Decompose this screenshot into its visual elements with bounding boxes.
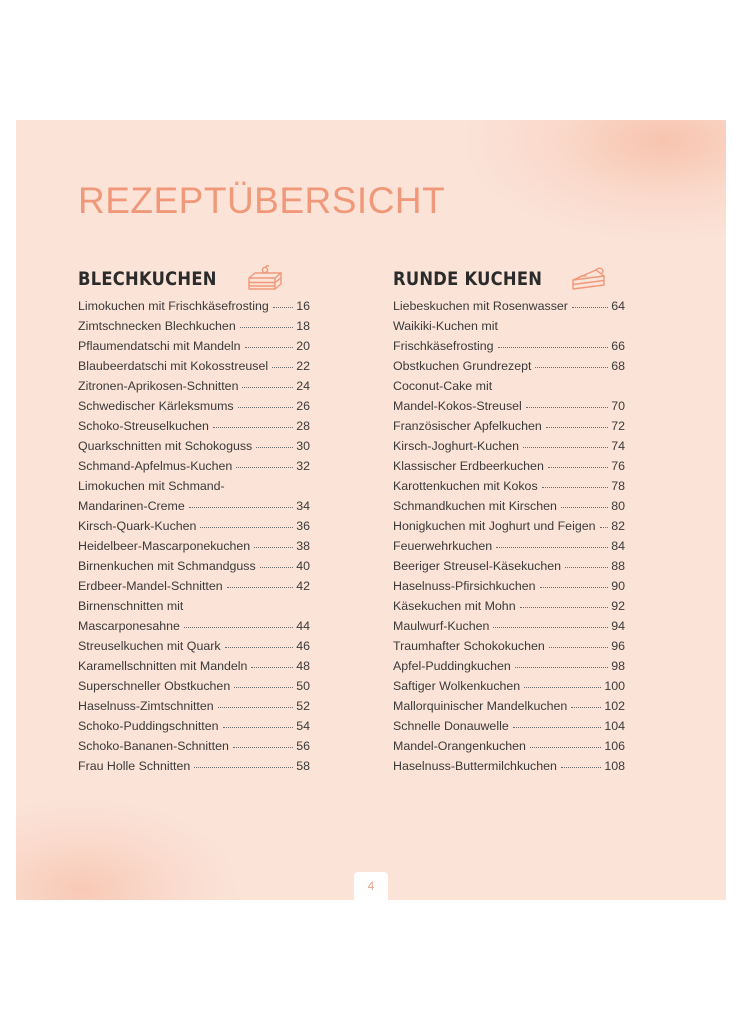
dot-leader <box>245 347 294 348</box>
page-ref: 48 <box>296 659 310 673</box>
toc-entry[interactable] <box>78 599 310 619</box>
toc-entry[interactable] <box>78 639 310 659</box>
page-ref: 42 <box>296 579 310 593</box>
toc-entry[interactable] <box>78 419 310 439</box>
page-ref: 34 <box>296 499 310 513</box>
dot-leader <box>233 747 293 748</box>
dot-leader <box>549 647 608 648</box>
toc-entry[interactable] <box>393 719 625 739</box>
recipe-list <box>78 299 310 779</box>
page-ref: 88 <box>611 559 625 573</box>
dot-leader <box>272 367 293 368</box>
page-ref: 98 <box>611 659 625 673</box>
recipe-name: Schnelle Donauwelle <box>393 719 509 733</box>
dot-leader <box>493 627 608 628</box>
dot-leader <box>254 547 293 548</box>
page-ref: 22 <box>296 359 310 373</box>
recipe-name: Schmand-Apfelmus-Kuchen <box>78 459 233 473</box>
page-ref: 100 <box>604 679 625 693</box>
toc-entry[interactable] <box>78 459 310 479</box>
toc-entry[interactable] <box>393 599 625 619</box>
recipe-name: Superschneller Obstkuchen <box>78 679 231 693</box>
dot-leader <box>513 727 602 728</box>
toc-entry[interactable] <box>393 639 625 659</box>
dot-leader <box>225 647 294 648</box>
recipe-name: Haselnuss-Buttermilchkuchen <box>393 759 557 773</box>
page-ref: 92 <box>611 599 625 613</box>
recipe-name: Limokuchen mit Schmand- <box>78 479 225 493</box>
toc-entry[interactable] <box>78 739 310 759</box>
recipe-name: Birnenkuchen mit Schmandguss <box>78 559 256 573</box>
recipe-name: Erdbeer-Mandel-Schnitten <box>78 579 223 593</box>
dot-leader <box>571 707 601 708</box>
toc-entry[interactable] <box>393 419 625 439</box>
toc-entry[interactable] <box>78 719 310 739</box>
page-ref: 38 <box>296 539 310 553</box>
section-heading: BLECHKUCHEN <box>78 268 217 290</box>
toc-entry[interactable] <box>393 519 625 539</box>
dot-leader <box>218 707 294 708</box>
dot-leader <box>561 767 601 768</box>
recipe-name: Kirsch-Joghurt-Kuchen <box>393 439 520 453</box>
recipe-name: Heidelbeer-Mascarponekuchen <box>78 539 251 553</box>
toc-entry[interactable] <box>78 559 310 579</box>
toc-entry[interactable] <box>393 359 625 379</box>
toc-entry[interactable] <box>393 699 625 719</box>
page-ref: 16 <box>296 299 310 313</box>
dot-leader <box>256 447 293 448</box>
recipe-name: Blaubeerdatschi mit Kokosstreusel <box>78 359 269 373</box>
toc-entry[interactable] <box>78 539 310 559</box>
toc-entry[interactable] <box>78 679 310 699</box>
page-ref: 68 <box>611 359 625 373</box>
toc-entry[interactable] <box>393 379 625 399</box>
recipe-name: Obstkuchen Grundrezept <box>393 359 532 373</box>
toc-entry[interactable] <box>78 759 310 779</box>
toc-entry[interactable] <box>78 299 310 319</box>
recipe-name: Mallorquinischer Mandelkuchen <box>393 699 568 713</box>
dot-leader <box>273 307 293 308</box>
dot-leader <box>236 467 293 468</box>
page-ref: 66 <box>611 339 625 353</box>
recipe-name: Haselnuss-Zimtschnitten <box>78 699 214 713</box>
recipe-name: Mascarponesahne <box>78 619 180 633</box>
page-ref: 94 <box>611 619 625 633</box>
dot-leader <box>546 427 608 428</box>
dot-leader <box>515 667 608 668</box>
recipe-name: Haselnuss-Pfirsichkuchen <box>393 579 536 593</box>
recipe-name: Coconut-Cake mit <box>393 379 493 393</box>
toc-entry[interactable] <box>78 619 310 639</box>
dot-leader <box>189 507 293 508</box>
recipe-list <box>393 299 625 779</box>
toc-entry[interactable] <box>78 359 310 379</box>
dot-leader <box>600 527 609 528</box>
page-ref: 40 <box>296 559 310 573</box>
sheet-cake-icon <box>241 265 285 293</box>
dot-leader <box>223 727 294 728</box>
toc-entry[interactable] <box>78 399 310 419</box>
toc-entry[interactable] <box>78 339 310 359</box>
toc-entry[interactable] <box>393 619 625 639</box>
dot-leader <box>561 507 608 508</box>
page-ref: 18 <box>296 319 310 333</box>
toc-entry[interactable] <box>393 399 625 419</box>
dot-leader <box>234 687 293 688</box>
toc-entry[interactable] <box>78 479 310 499</box>
dot-leader <box>540 587 609 588</box>
page-ref: 96 <box>611 639 625 653</box>
page-ref: 64 <box>611 299 625 313</box>
section-header <box>78 262 310 296</box>
recipe-name: Apfel-Puddingkuchen <box>393 659 511 673</box>
page-ref: 52 <box>296 699 310 713</box>
recipe-name: Zimtschnecken Blechkuchen <box>78 319 236 333</box>
recipe-name: Karottenkuchen mit Kokos <box>393 479 538 493</box>
recipe-name: Karamellschnitten mit Mandeln <box>78 659 248 673</box>
toc-entry[interactable] <box>78 499 310 519</box>
toc-entry[interactable] <box>78 659 310 679</box>
toc-entry[interactable] <box>393 539 625 559</box>
toc-entry[interactable] <box>78 319 310 339</box>
recipe-name: Maulwurf-Kuchen <box>393 619 490 633</box>
recipe-name: Käsekuchen mit Mohn <box>393 599 516 613</box>
dot-leader <box>496 547 608 548</box>
dot-leader <box>260 567 294 568</box>
page-ref: 78 <box>611 479 625 493</box>
page-ref: 54 <box>296 719 310 733</box>
page-ref: 28 <box>296 419 310 433</box>
recipe-name: Liebeskuchen mit Rosenwasser <box>393 299 568 313</box>
recipe-name: Traumhafter Schokokuchen <box>393 639 545 653</box>
dot-leader <box>200 527 293 528</box>
toc-entry[interactable] <box>393 439 625 459</box>
recipe-name: Kirsch-Quark-Kuchen <box>78 519 197 533</box>
dot-leader <box>520 607 609 608</box>
dot-leader <box>242 387 293 388</box>
recipe-name: Quarkschnitten mit Schokoguss <box>78 439 253 453</box>
recipe-name: Saftiger Wolkenkuchen <box>393 679 521 693</box>
recipe-name: Streuselkuchen mit Quark <box>78 639 221 653</box>
page-ref: 82 <box>611 519 625 533</box>
dot-leader <box>572 307 608 308</box>
page-ref: 26 <box>296 399 310 413</box>
toc-entry[interactable] <box>393 759 625 779</box>
page-ref: 20 <box>296 339 310 353</box>
recipe-name: Honigkuchen mit Joghurt und Feigen <box>393 519 596 533</box>
recipe-name: Mandarinen-Creme <box>78 499 185 513</box>
page-ref: 104 <box>604 719 625 733</box>
section-runde-kuchen <box>393 262 625 779</box>
page-ref: 84 <box>611 539 625 553</box>
recipe-name: Frischkäsefrosting <box>393 339 494 353</box>
watercolor-wash-bottom-left <box>16 800 236 900</box>
dot-leader <box>565 567 608 568</box>
watercolor-wash-top-right <box>466 120 726 240</box>
toc-entry[interactable] <box>393 579 625 599</box>
dot-leader <box>194 767 293 768</box>
dot-leader <box>498 347 609 348</box>
recipe-name: Pflaumendatschi mit Mandeln <box>78 339 241 353</box>
page-ref: 56 <box>296 739 310 753</box>
page-ref: 58 <box>296 759 310 773</box>
toc-entry[interactable] <box>393 679 625 699</box>
recipe-name: Zitronen-Aprikosen-Schnitten <box>78 379 239 393</box>
page-ref: 32 <box>296 459 310 473</box>
dot-leader <box>530 747 601 748</box>
page-number-tab <box>354 872 388 900</box>
dot-leader <box>251 667 293 668</box>
dot-leader <box>548 467 608 468</box>
dot-leader <box>523 447 608 448</box>
recipe-name: Schoko-Puddingschnitten <box>78 719 219 733</box>
dot-leader <box>526 407 608 408</box>
recipe-name: Frau Holle Schnitten <box>78 759 191 773</box>
recipe-name: Schoko-Bananen-Schnitten <box>78 739 229 753</box>
dot-leader <box>535 367 608 368</box>
dot-leader <box>524 687 601 688</box>
recipe-name: Klassischer Erdbeerkuchen <box>393 459 544 473</box>
page-ref: 70 <box>611 399 625 413</box>
page-ref: 30 <box>296 439 310 453</box>
section-blechkuchen <box>78 262 310 779</box>
page-ref: 102 <box>604 699 625 713</box>
toc-entry[interactable] <box>393 659 625 679</box>
toc-entry[interactable] <box>393 319 625 339</box>
section-header <box>393 262 625 296</box>
recipe-name: Schmandkuchen mit Kirschen <box>393 499 557 513</box>
page-title: REZEPTÜBERSICHT <box>78 180 446 221</box>
toc-entry[interactable] <box>393 299 625 319</box>
toc-entry[interactable] <box>393 459 625 479</box>
dot-leader <box>227 587 294 588</box>
page-ref: 76 <box>611 459 625 473</box>
recipe-name: Limokuchen mit Frischkäsefrosting <box>78 299 269 313</box>
recipe-name: Mandel-Orangenkuchen <box>393 739 526 753</box>
recipe-name: Birnenschnitten mit <box>78 599 184 613</box>
recipe-name: Schwedischer Kärleksmums <box>78 399 234 413</box>
dot-leader <box>238 407 294 408</box>
cake-slice-icon <box>568 264 608 294</box>
page-ref: 72 <box>611 419 625 433</box>
recipe-name: Feuerwehrkuchen <box>393 539 493 553</box>
page-ref: 50 <box>296 679 310 693</box>
toc-entry[interactable] <box>78 379 310 399</box>
toc-entry[interactable] <box>78 439 310 459</box>
toc-entry[interactable] <box>393 479 625 499</box>
page-ref: 46 <box>296 639 310 653</box>
page-ref: 90 <box>611 579 625 593</box>
toc-entry[interactable] <box>78 699 310 719</box>
toc-entry[interactable] <box>78 579 310 599</box>
page-ref: 24 <box>296 379 310 393</box>
page-ref: 74 <box>611 439 625 453</box>
toc-entry[interactable] <box>393 739 625 759</box>
page-number: 4 <box>367 879 375 893</box>
recipe-name: Französischer Apfelkuchen <box>393 419 542 433</box>
recipe-name: Waikiki-Kuchen mit <box>393 319 498 333</box>
dot-leader <box>542 487 609 488</box>
toc-entry[interactable] <box>393 559 625 579</box>
toc-entry[interactable] <box>78 519 310 539</box>
section-heading: RUNDE KUCHEN <box>393 268 543 290</box>
dot-leader <box>240 327 293 328</box>
page-ref: 108 <box>604 759 625 773</box>
recipe-name: Schoko-Streuselkuchen <box>78 419 209 433</box>
dot-leader <box>213 427 293 428</box>
recipe-name: Mandel-Kokos-Streusel <box>393 399 522 413</box>
page-ref: 80 <box>611 499 625 513</box>
page-ref: 106 <box>604 739 625 753</box>
recipe-name: Beeriger Streusel-Käsekuchen <box>393 559 562 573</box>
page-ref: 44 <box>296 619 310 633</box>
page-ref: 36 <box>296 519 310 533</box>
dot-leader <box>184 627 293 628</box>
toc-entry[interactable] <box>393 499 625 519</box>
toc-entry[interactable] <box>393 339 625 359</box>
